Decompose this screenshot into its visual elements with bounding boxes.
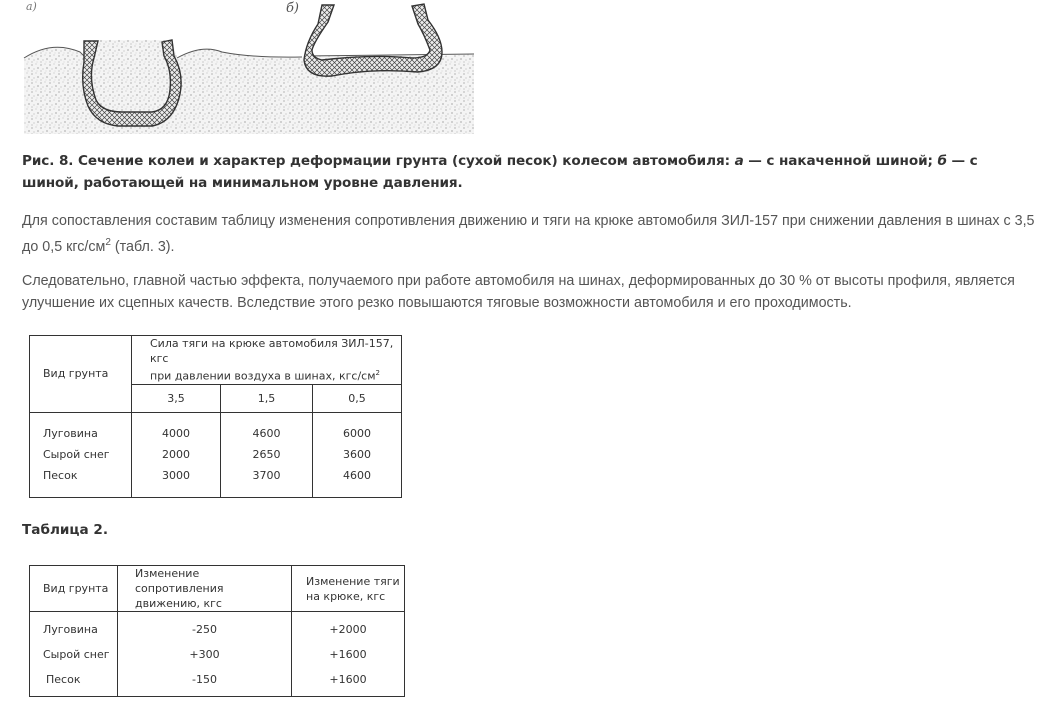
table1-row-soil: Сырой снег — [43, 448, 110, 462]
table2-cell: +300 — [189, 647, 220, 661]
caption-text-b: — с шиной, работающей на минимальном уровне давления. — [22, 153, 978, 191]
table1-cell: 4000 — [162, 427, 190, 441]
table1-cell: 3000 — [162, 469, 190, 483]
table2-row-soil: Сырой снег — [43, 647, 110, 661]
table2-cell: +1600 — [329, 672, 367, 686]
table1-group-header-superscript: 2 — [375, 369, 380, 377]
table2-row-soil: Песок — [46, 672, 81, 686]
table2-cell: +1600 — [329, 647, 367, 661]
table2-row-soil: Луговина — [43, 622, 98, 636]
table1-row-soil: Песок — [43, 469, 78, 483]
paragraph-conclusion: Следовательно, главной частью эффекта, получаемого при работе автомобиля на шинах, деформированных до 30 % от высоты профиля, является улучшение их сцепных качеств. Вследствие этого резко повышаются тяговые возможности автомобиля и его проходимость. — [22, 273, 1015, 311]
tire-deformation-figure — [22, 0, 474, 134]
table1-header-soil: Вид грунта — [30, 336, 132, 413]
table2-cell: -150 — [192, 672, 217, 686]
table1-pressure-header: 3,5 — [132, 384, 221, 412]
table1-cell: 4600 — [343, 469, 371, 483]
table2-header-traction-line1: Изменение тяги — [306, 574, 400, 588]
table1-cell: 3700 — [252, 469, 281, 483]
table1-group-header-line2-text: при давлении воздуха в шинах, кгс/см — [150, 369, 376, 383]
table1-column-3-5 — [132, 412, 221, 497]
table2-header-resistance-line2: движению, кгс — [135, 597, 222, 610]
paragraph-1-superscript: 2 — [105, 237, 111, 249]
table2-header-soil: Вид грунта — [30, 566, 118, 612]
table2-soil-column — [30, 612, 118, 697]
paragraph-1-tail: (табл. 3). — [110, 239, 175, 255]
table1-group-header-line1: Сила тяги на крюке автомобиля ЗИЛ-157, кгс — [150, 337, 394, 365]
resistance-traction-change-table — [29, 565, 405, 697]
caption-letter-b: б — [937, 153, 947, 169]
table2-header-resistance-line1: Изменение сопротивления — [135, 567, 224, 595]
caption-text-a: — с накаченной шиной; — [743, 153, 938, 169]
table1-group-header-line2 — [150, 366, 401, 384]
table2-cell: -250 — [192, 622, 217, 636]
table1-cell: 3600 — [343, 448, 371, 462]
table2-resistance-column — [118, 612, 292, 697]
table2-header-resistance — [118, 566, 292, 612]
table1-column-0-5 — [313, 412, 402, 497]
table1-cell: 2000 — [162, 448, 190, 462]
table2-traction-column — [292, 612, 405, 697]
figure-label-b: б) — [286, 1, 300, 16]
paragraph-1-main: Для сопоставления составим таблицу изменения сопротивления движению и тяги на крюке автомобиля ЗИЛ-157 при снижении давления в шинах с 3,5 до 0,5 кгс/см — [22, 213, 1035, 255]
table1-column-1-5 — [221, 412, 313, 497]
figure-caption — [22, 150, 1032, 194]
figure-label-a: а) — [26, 0, 37, 13]
caption-prefix: Рис. 8. Сечение колеи и характер деформации грунта (сухой песок) колесом автомобиля: — [22, 153, 735, 169]
table1-cell: 2650 — [252, 448, 281, 462]
caption-letter-a: а — [734, 153, 744, 169]
table1-pressure-header: 1,5 — [221, 384, 313, 412]
table2-cell: +2000 — [329, 622, 367, 636]
table1-cell: 4600 — [252, 427, 281, 441]
table2-title: Таблица 2. — [22, 522, 109, 538]
table2-header-traction-line2: на крюке, кгс — [306, 589, 386, 603]
table2-header-traction — [292, 566, 405, 612]
table1-cell: 6000 — [343, 427, 371, 441]
paragraph-comparison — [22, 208, 1037, 260]
table1-row-soil: Луговина — [43, 427, 98, 441]
table1-pressure-header: 0,5 — [313, 384, 402, 412]
table1-soil-column — [30, 412, 132, 497]
traction-force-table — [29, 335, 402, 498]
table1-group-header — [132, 336, 402, 385]
